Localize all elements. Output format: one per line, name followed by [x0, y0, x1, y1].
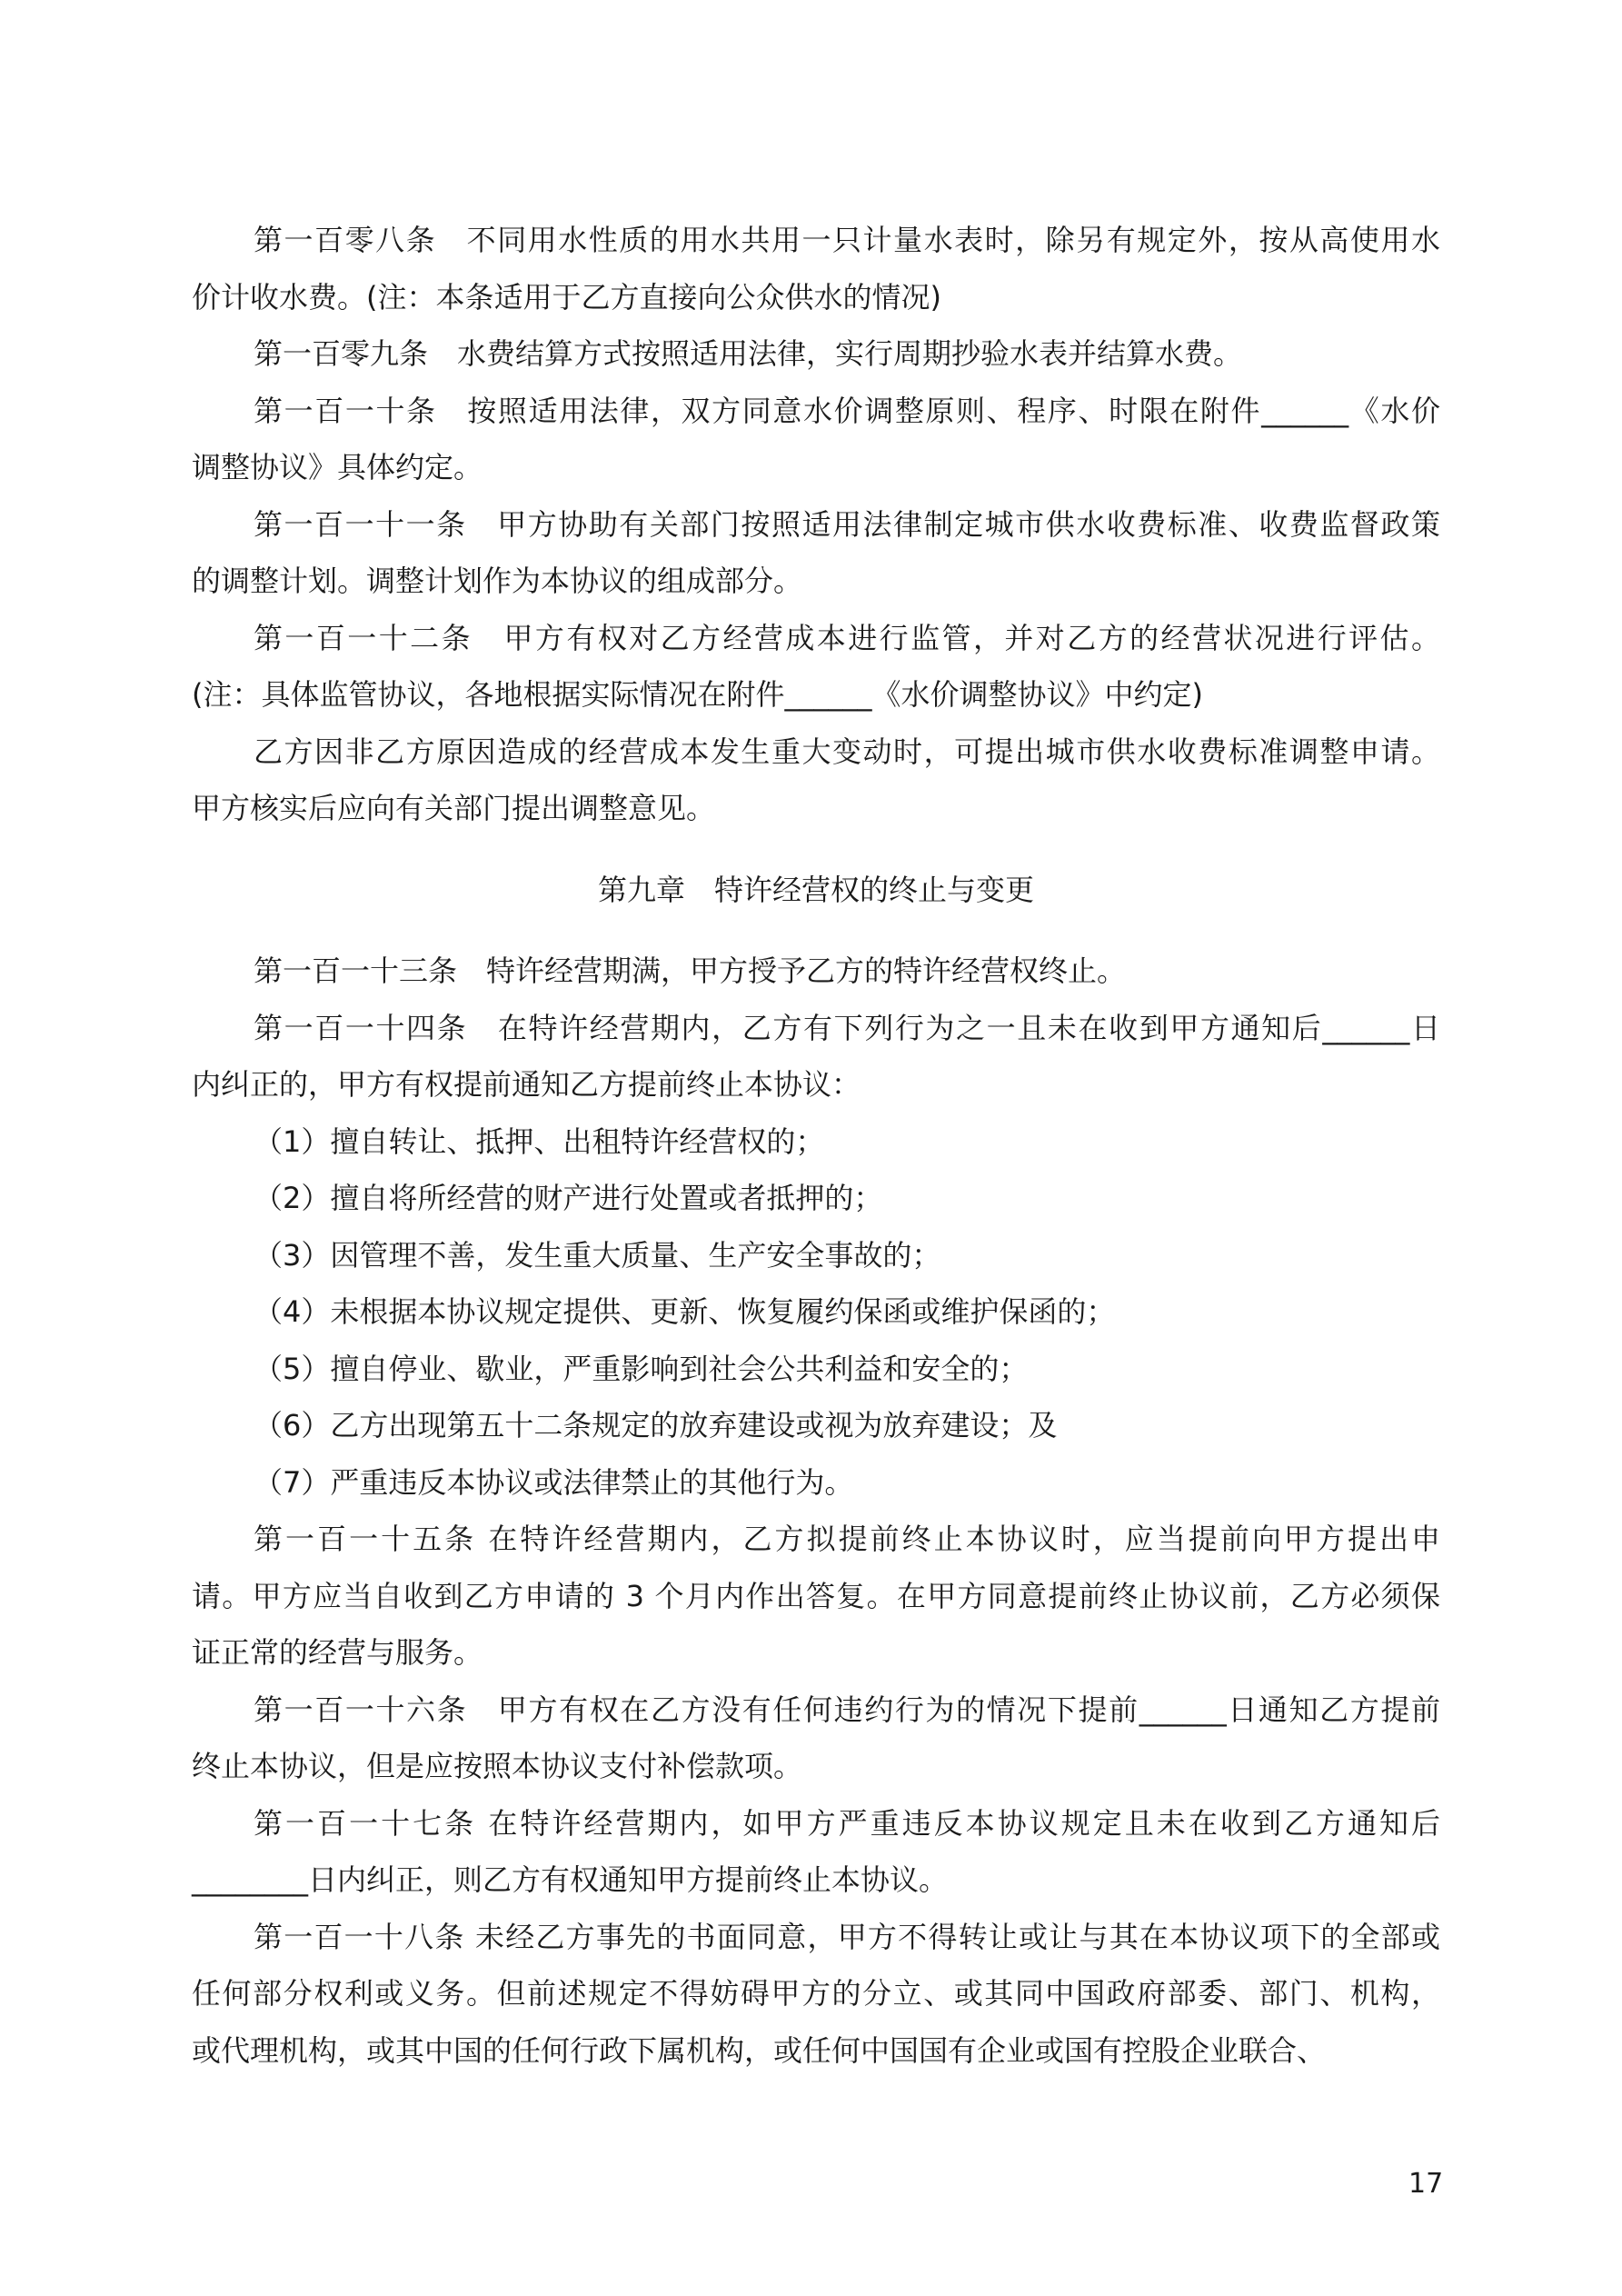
page-number: 17	[1408, 2168, 1444, 2200]
text-line: 第一百零八条 不同用水性质的用水共用一只计量水表时，除另有规定外，按从高使用水	[254, 223, 1440, 257]
text-line: 第九章 特许经营权的终止与变更	[597, 872, 1034, 907]
text-line: 乙方因非乙方原因造成的经营成本发生重大变动时，可提出城市供水收费标准调整申请。	[254, 734, 1440, 769]
paragraph	[192, 212, 1440, 325]
text-line: 第一百一十六条 甲方有权在乙方没有任何违约行为的情况下提前______日通知乙方提前	[254, 1692, 1440, 1727]
text-line: 调整协议》具体约定。	[192, 450, 483, 484]
paragraph	[192, 383, 1440, 496]
text-line: 第一百零九条 水费结算方式按照适用法律，实行周期抄验水表并结算水费。	[254, 336, 1243, 371]
text-line: 或代理机构，或其中国的任何行政下属机构，或任何中国国有企业或国有控股企业联合、	[192, 2032, 1327, 2068]
paragraph	[192, 1113, 1440, 1171]
chapter-heading	[192, 862, 1440, 919]
text-line: （2）擅自将所经营的财产进行处置或者抵押的；	[254, 1181, 883, 1215]
text-line: （6）乙方出现第五十二条规定的放弃建设或视为放弃建设；及	[254, 1408, 1058, 1442]
text-line: （1）擅自转让、抵押、出租特许经营权的；	[254, 1123, 825, 1159]
text-line: （7）严重违反本协议或法律禁止的其他行为。	[254, 1464, 854, 1500]
text-line: ________日内纠正，则乙方有权通知甲方提前终止本协议。	[192, 1862, 949, 1897]
text-line: 任何部分权利或义务。但前述规定不得妨碍甲方的分立、或其同中国政府部委、部门、机构，	[192, 1976, 1440, 2011]
text-line: 第一百一十一条 甲方协助有关部门按照适用法律制定城市供水收费标准、收费监督政策	[254, 506, 1440, 542]
text-line: 证正常的经营与服务。	[192, 1635, 483, 1670]
paragraph	[192, 1170, 1440, 1227]
paragraph	[192, 724, 1440, 837]
text-line: 第一百一十二条 甲方有权对乙方经营成本进行监管，并对乙方的经营状况进行评估。	[254, 620, 1440, 655]
paragraph	[192, 1397, 1440, 1454]
text-line: 第一百一十八条 未经乙方事先的书面同意，甲方不得转让或让与其在本协议项下的全部或	[254, 1919, 1440, 1954]
text-line: 第一百一十四条 在特许经营期内，乙方有下列行为之一且未在收到甲方通知后______日	[254, 1010, 1440, 1045]
text-line: 终止本协议，但是应按照本协议支付补偿款项。	[192, 1749, 803, 1783]
paragraph	[192, 325, 1440, 383]
paragraph	[192, 496, 1440, 610]
text-line: 价计收水费。(注：本条适用于乙方直接向公众供水的情况)	[192, 279, 941, 314]
paragraph	[192, 1454, 1440, 1512]
document-body	[192, 212, 1440, 2079]
paragraph	[192, 610, 1440, 724]
text-line: （4）未根据本协议规定提供、更新、恢复履约保函或维护保函的；	[254, 1294, 1116, 1329]
paragraph	[192, 1511, 1440, 1682]
text-line: 第一百一十三条 特许经营期满，甲方授予乙方的特许经营权终止。	[254, 953, 1127, 988]
text-line: （5）擅自停业、歇业，严重影响到社会公共利益和安全的；	[254, 1351, 1029, 1386]
text-line: 内纠正的，甲方有权提前通知乙方提前终止本协议：	[192, 1067, 861, 1102]
paragraph	[192, 943, 1440, 1000]
text-line: 第一百一十七条 在特许经营期内，如甲方严重违反本协议规定且未在收到乙方通知后	[254, 1805, 1440, 1841]
paragraph	[192, 1795, 1440, 1909]
text-line: 第一百一十五条 在特许经营期内，乙方拟提前终止本协议时，应当提前向甲方提出申	[254, 1522, 1440, 1556]
text-line: 请。甲方应当自收到乙方申请的 3 个月内作出答复。在甲方同意提前终止协议前，乙方必须保	[192, 1578, 1440, 1613]
text-line: 的调整计划。调整计划作为本协议的组成部分。	[192, 564, 803, 598]
text-line: 第一百一十条 按照适用法律，双方同意水价调整原则、程序、时限在附件______《水价	[254, 393, 1440, 428]
paragraph	[192, 1000, 1440, 1113]
paragraph	[192, 1909, 1440, 2080]
text-line: 甲方核实后应向有关部门提出调整意见。	[192, 791, 716, 825]
text-line: (注：具体监管协议，各地根据实际情况在附件______《水价调整协议》中约定)	[192, 677, 1203, 712]
paragraph	[192, 1283, 1440, 1341]
paragraph	[192, 1227, 1440, 1284]
paragraph	[192, 1341, 1440, 1398]
text-line: （3）因管理不善，发生重大质量、生产安全事故的；	[254, 1237, 941, 1273]
paragraph	[192, 1682, 1440, 1795]
